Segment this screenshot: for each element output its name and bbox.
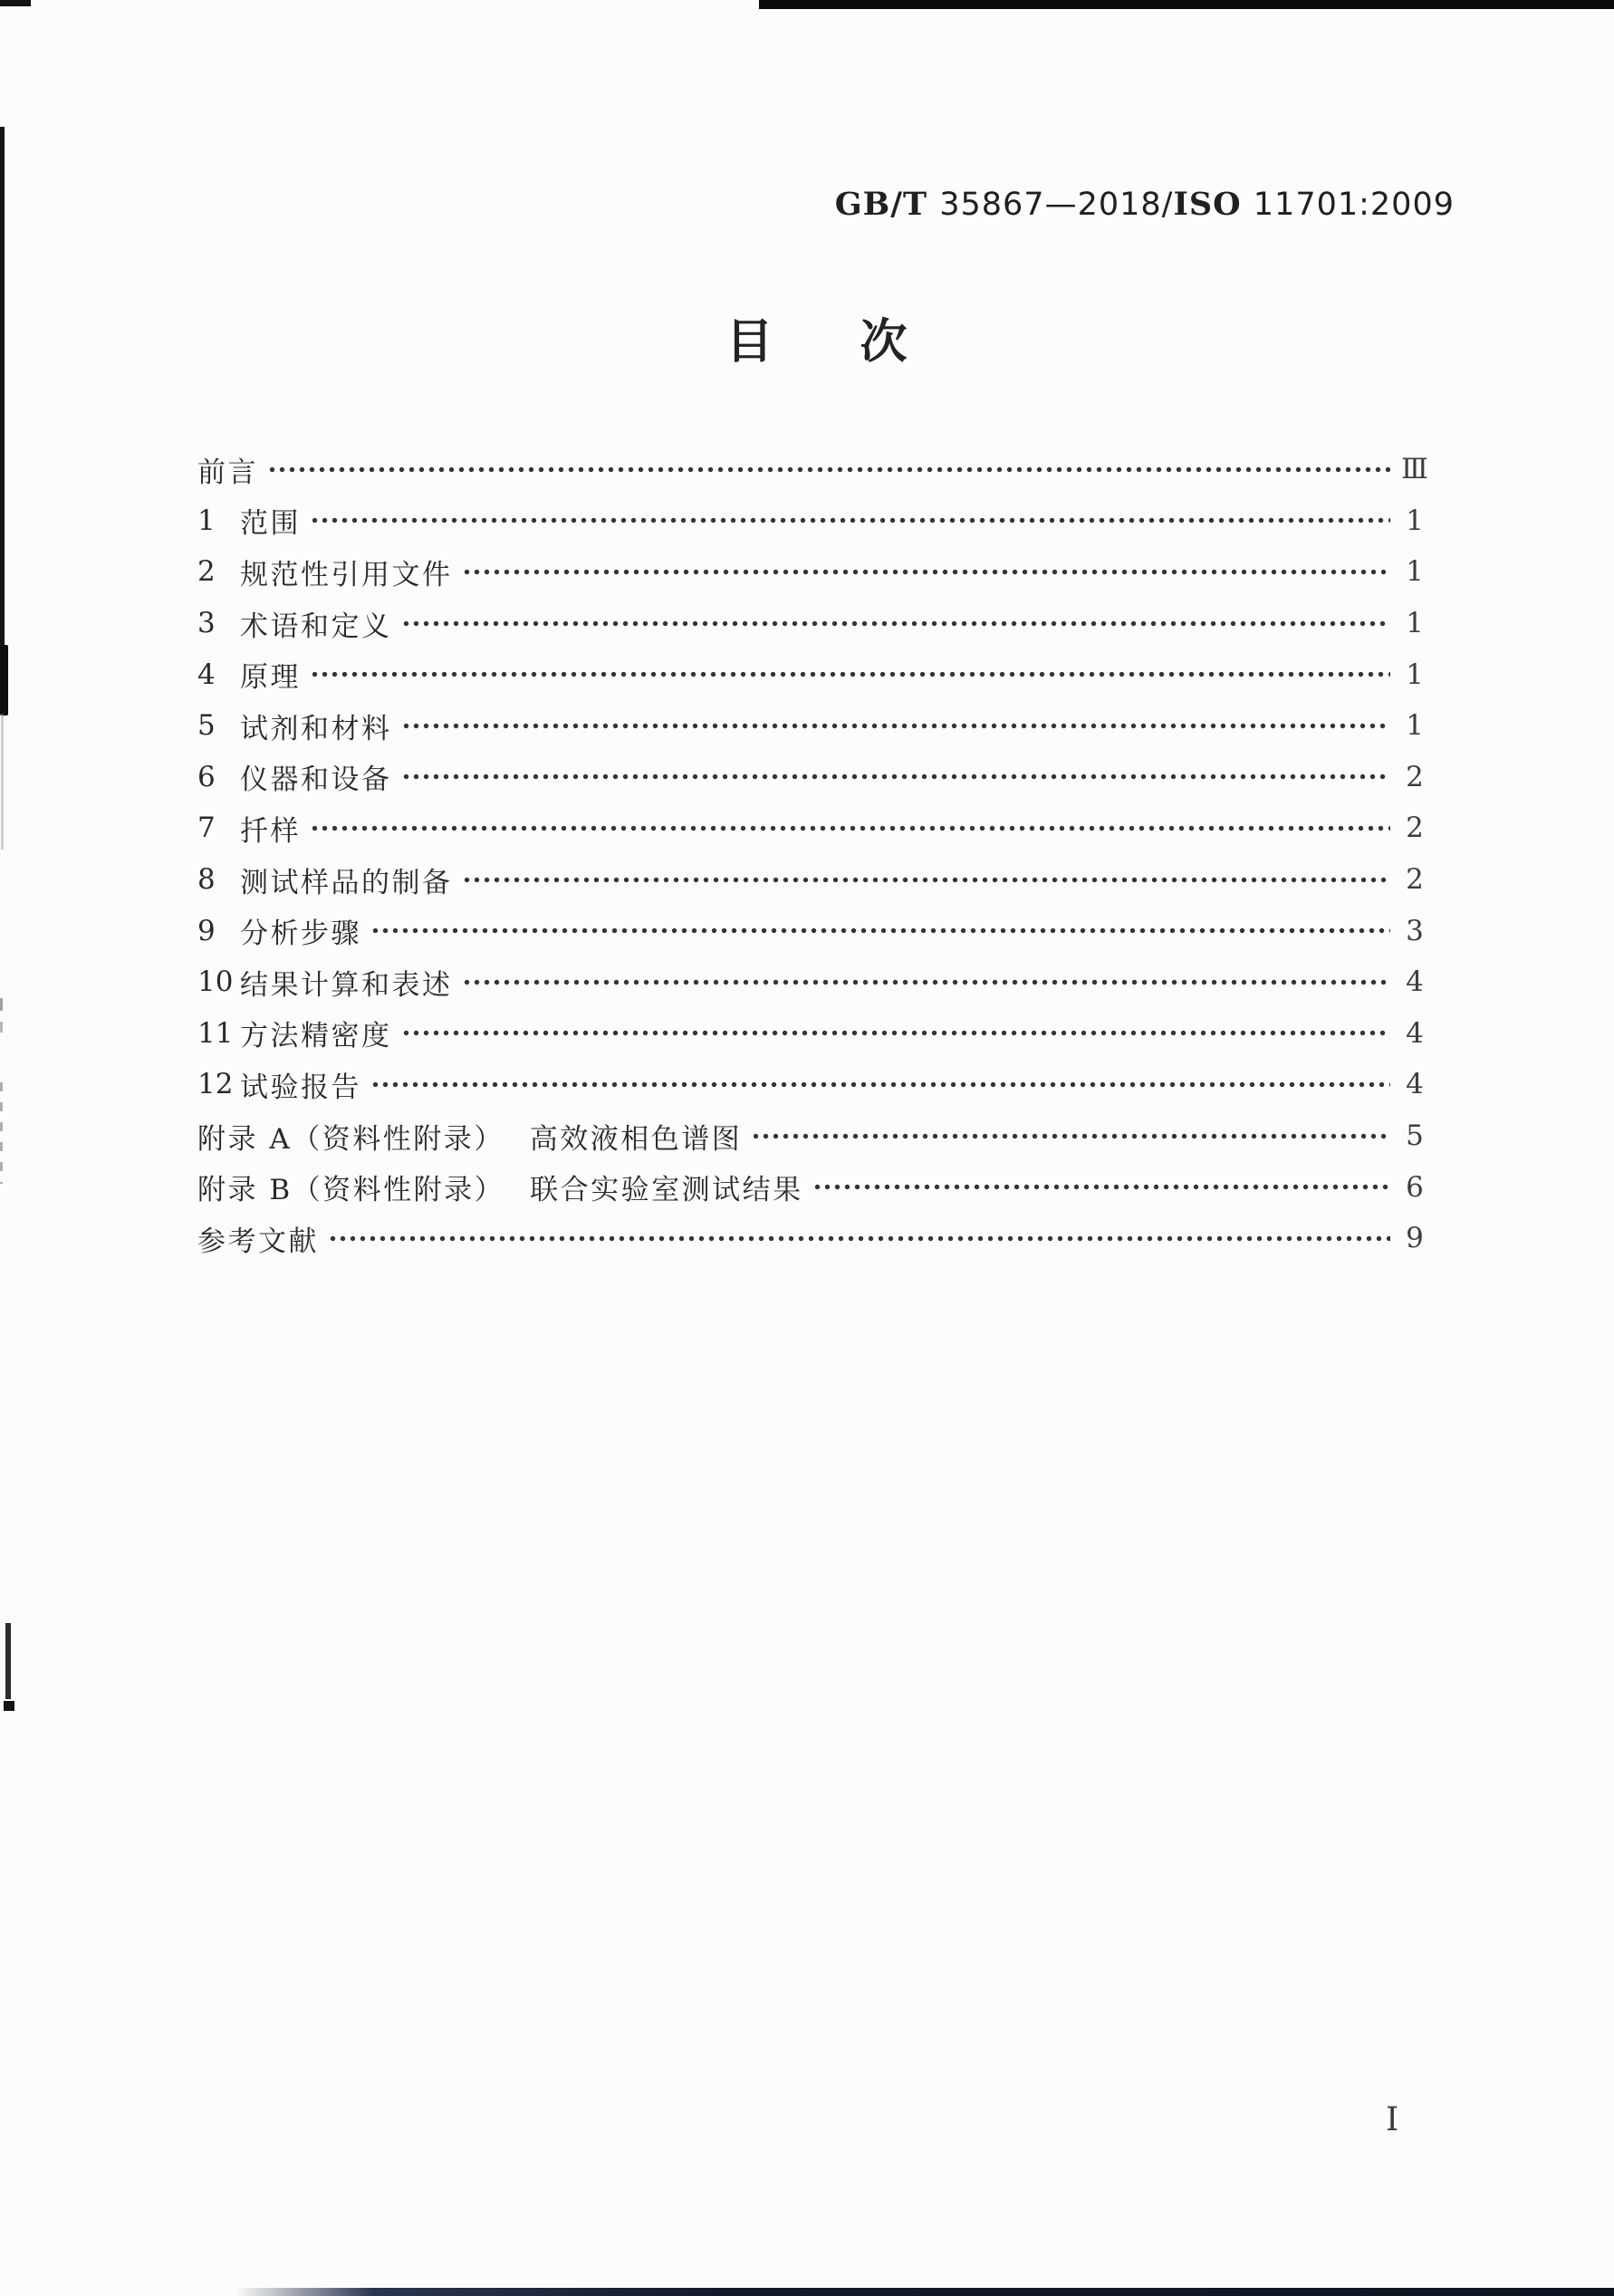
toc-entry-page: 9 bbox=[1406, 1222, 1424, 1255]
scan-artifact-left-knot bbox=[0, 645, 8, 716]
toc-entry-page: 2 bbox=[1406, 863, 1424, 897]
toc-entry-page: 3 bbox=[1406, 914, 1424, 947]
toc-entry-label: 参考文献 bbox=[197, 1225, 319, 1258]
toc-entry-sublabel: 联合实验室测试结果 bbox=[530, 1174, 803, 1207]
dotted-leader bbox=[812, 1161, 1390, 1213]
toc-entry-page: 1 bbox=[1406, 504, 1424, 537]
toc-entry-page: 1 bbox=[1406, 607, 1424, 640]
toc-entry[interactable] bbox=[197, 905, 1436, 956]
dotted-leader bbox=[370, 1059, 1390, 1110]
toc-entry[interactable] bbox=[197, 1110, 1436, 1162]
toc-entry-label: 分析步骤 bbox=[240, 917, 361, 951]
toc-entry-label: 扦样 bbox=[240, 814, 301, 848]
dotted-leader bbox=[751, 1110, 1390, 1162]
dotted-leader bbox=[370, 905, 1390, 956]
dotted-leader bbox=[328, 1213, 1390, 1264]
scan-artifact-top-bar bbox=[759, 0, 1614, 9]
toc-entry[interactable] bbox=[197, 546, 1436, 598]
toc-entry[interactable] bbox=[197, 495, 1436, 547]
toc-entry-label: 结果计算和表述 bbox=[240, 968, 453, 1002]
toc-entry-label: 试验报告 bbox=[240, 1071, 361, 1104]
toc-entry[interactable] bbox=[197, 752, 1436, 803]
dotted-leader bbox=[462, 546, 1391, 598]
toc-list bbox=[197, 444, 1436, 1264]
standard-code-header bbox=[835, 183, 1455, 226]
toc-entry-label: 测试样品的制备 bbox=[240, 866, 453, 899]
dotted-leader bbox=[310, 495, 1390, 547]
scan-artifact-left-tail bbox=[1, 714, 4, 850]
toc-title-char: 次 bbox=[860, 315, 908, 370]
toc-entry-page: 4 bbox=[1406, 1068, 1424, 1101]
toc-entry-number: 8 bbox=[197, 863, 216, 897]
scan-artifact-left-dot bbox=[4, 1701, 14, 1711]
toc-entry-number: 2 bbox=[197, 555, 216, 589]
toc-entry-label: 原理 bbox=[240, 661, 301, 695]
toc-entry-page: 4 bbox=[1406, 965, 1424, 999]
toc-entry[interactable] bbox=[197, 648, 1436, 700]
dotted-leader bbox=[310, 648, 1390, 700]
toc-entry-label: 方法精密度 bbox=[240, 1020, 392, 1053]
dotted-leader bbox=[462, 854, 1391, 906]
dotted-leader bbox=[310, 802, 1390, 854]
toc-entry-page: 5 bbox=[1406, 1119, 1424, 1153]
toc-entry-label: 仪器和设备 bbox=[240, 764, 392, 797]
toc-entry[interactable] bbox=[197, 1213, 1436, 1264]
toc-entry-label: 附录 A（资料性附录） bbox=[197, 1122, 504, 1156]
scan-artifact-top-corner bbox=[0, 0, 31, 6]
toc-entry-number: 10 bbox=[197, 965, 234, 999]
toc-entry-label: 范围 bbox=[240, 507, 301, 541]
toc-entry[interactable] bbox=[197, 802, 1436, 854]
dotted-leader bbox=[462, 956, 1391, 1008]
toc-title-char: 目 bbox=[725, 315, 773, 370]
toc-entry-number: 6 bbox=[197, 760, 216, 793]
toc-entry-label: 前言 bbox=[197, 456, 258, 489]
toc-entry-number: 3 bbox=[197, 607, 216, 640]
toc-entry-page: 2 bbox=[1406, 760, 1424, 793]
toc-entry-page: Ⅲ bbox=[1401, 453, 1428, 486]
toc-entry-page: 4 bbox=[1406, 1016, 1424, 1050]
dotted-leader bbox=[401, 1008, 1391, 1060]
toc-entry-number: 11 bbox=[197, 1016, 234, 1050]
dotted-leader bbox=[401, 752, 1391, 803]
toc-entry-label: 规范性引用文件 bbox=[240, 558, 453, 591]
scan-artifact-bottom-bar bbox=[235, 2288, 1614, 2296]
standard-code-part: 35867—2018/ bbox=[939, 187, 1174, 223]
scan-artifact-left-segment bbox=[5, 1623, 11, 1699]
toc-entry-label: 附录 B（资料性附录） bbox=[197, 1174, 505, 1207]
standard-code-part: ISO bbox=[1173, 186, 1254, 223]
scan-artifact-left-tick bbox=[0, 1022, 3, 1033]
toc-entry-page: 1 bbox=[1406, 709, 1424, 743]
standard-code-part: 11701:2009 bbox=[1253, 187, 1455, 223]
toc-entry-number: 12 bbox=[197, 1068, 234, 1101]
toc-entry[interactable] bbox=[197, 854, 1436, 906]
toc-entry[interactable] bbox=[197, 1008, 1436, 1060]
toc-entry-number: 9 bbox=[197, 914, 216, 947]
dotted-leader bbox=[267, 444, 1390, 495]
toc-entry[interactable] bbox=[197, 444, 1436, 495]
toc-entry[interactable] bbox=[197, 700, 1436, 752]
toc-entry-page: 2 bbox=[1406, 812, 1424, 845]
standard-code-part: GB/T bbox=[834, 186, 940, 223]
toc-entry-number: 4 bbox=[197, 658, 216, 691]
toc-entry-number: 5 bbox=[197, 709, 216, 743]
toc-title bbox=[197, 315, 1436, 370]
toc-entry[interactable] bbox=[197, 956, 1436, 1008]
page-number: I bbox=[1386, 2101, 1399, 2138]
scan-artifact-left-tick bbox=[0, 998, 3, 1011]
toc-entry-sublabel: 高效液相色谱图 bbox=[529, 1122, 743, 1156]
toc-entry[interactable] bbox=[197, 1059, 1436, 1110]
toc-entry-page: 1 bbox=[1406, 555, 1424, 589]
dotted-leader bbox=[401, 700, 1391, 752]
toc-entry[interactable] bbox=[197, 598, 1436, 649]
scan-artifact-left-line bbox=[0, 127, 5, 714]
toc-entry-page: 1 bbox=[1406, 658, 1424, 691]
toc-entry-label: 试剂和材料 bbox=[240, 712, 392, 745]
scan-artifact-left-dashes bbox=[0, 1082, 3, 1184]
toc-entry-page: 6 bbox=[1406, 1170, 1424, 1204]
dotted-leader bbox=[401, 598, 1391, 649]
toc-entry-number: 7 bbox=[197, 812, 216, 845]
toc-entry[interactable] bbox=[197, 1161, 1436, 1213]
toc-entry-label: 术语和定义 bbox=[240, 610, 392, 643]
toc-entry-number: 1 bbox=[197, 504, 216, 537]
